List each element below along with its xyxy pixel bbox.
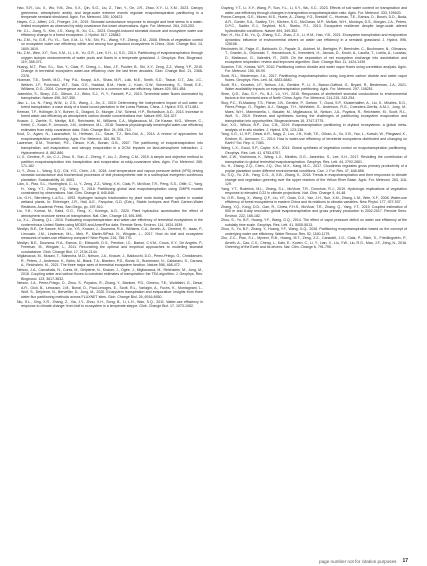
reference-entry: Lu, X.L., Zhuang, Q.L., 2010. Evaluating evapotranspiration and water-use efficiency of terrestrial ecosystems in the conterminous United States using MODIS and AmeriFlux data. Remote Sens. Environ. 114, 1924-1939.	[17, 218, 203, 227]
reference-entry: Knauer, J., Zaehle, S., Medlyn, B.E., Reichstein, M., Williams, C.A., Migliavacca, M., De Kauwe, M.G., Werner, C., Keitel, C., Kolari, P., Limousin, J.M., Linderson, M.L., 2018. Towards physiologically meaningful water-use efficiency estimates from eddy covariance data. Glob. Change Biol. 24, 694-710.	[17, 118, 203, 132]
reference-entry: Medlyn, B.E., Duursma, R.A., Eamus, D., Ellsworth, D.S., Prentice, I.C., Barton, C.V.M., Crous, K.Y., De Angelis, P., Freeman, M., Wingate, L., 2011. Reconciling the optimal and empirical approaches to modelling stomatal conductance. Glob. Change Biol. 17, 2134-2144.	[17, 240, 203, 254]
references-right-column	[221, 6, 407, 250]
reference-entry: Scanlon, T.M., Kustas, W.P., 2010. Partitioning carbon dioxide and water vapor fluxes using correlation analysis. Agric. For. Meteorol. 150, 89-99.	[221, 64, 407, 74]
reference-entry: Scott, R.L., Biederman, J.A., 2017. Partitioning evapotranspiration using long-term carbon dioxide and water vapor fluxes. Geophys. Res. Lett. 44, 6833-6840.	[221, 73, 407, 83]
reference-entry: Yang, Y.T., Roderick, M.L., Zhang, S.L., McVicar, T.R., Donohue, R.J., 2019. Hydrologic implications of vegetation response to elevated CO2 in climate projections. Nat. Clim. Change 9, 44-48.	[221, 186, 407, 196]
reference-entry: Li, Y., Zhou, L., Wang, S.Q., Chi, Y.G., Chen, J.H., 2018. Leaf temperature and vapour pressure deficit (VPD) driving stomatal conductance and biochemical processes of leaf photosynthetic rate in a subtropical evergreen coniferous plantation. Sustainability 10, 4063.	[17, 168, 203, 182]
reference-entry: Jasechko, S., Sharp, Z.D., Gibson, J.J., Birks, S.J., Yi, Y., Fawcett, P.J., 2013. Terrestrial water fluxes dominated by transpiration. Nature 496, 347-350.	[17, 91, 203, 101]
reference-entry: Zhou, S., Yu, B.F., Huang, Y.F., Wang, G.Q., 2014. The effect of vapor pressure deficit on water use efficiency at the subdaily time scale. Geophys. Res. Lett. 41, 5005-5013.	[221, 218, 407, 227]
reference-entry: Keenan, T.F., Hollinger, D.Y., Bohrer, G., Dragoni, D., Munger, J.W., Schmid, H.P., Richardson, A.D., 2013. Increase in forest water-use efficiency as atmospheric carbon dioxide concentrations rise. Nature 499, 324-327.	[17, 109, 203, 119]
reference-entry: Jiao, L., Lu, N., Fang, W.W., Li, Z.S., Wang, J., Jin, Z., 2019. Determining the independent impact of soil water on forest transpiration: a case study of a black locust plantation in the Loess Plateau, China. J. Hydrol. 572, 671-681.	[17, 100, 203, 110]
reference-entry: Liu, Y.H., Kumar, M., Katul, G.G., Feng, X., Konings, A.G., 2020. Plant hydraulics accentuates the effect of atmospheric moisture stress on transpiration. Nat. Clim. Change 10, 691-695.	[17, 209, 203, 218]
reference-entry: Shen, Q.D., Gao, G.Y., Fu, B.J., Lü, Y.H., 2015. Responses of shelterbelt stomatal conductance to environmental factors in the semiarid area of North China. Agric. For. Meteorol. 214-215, 243-254.	[221, 91, 407, 101]
reference-entry: Nelson, J.A., Pérez-Priego, O., Zhou, S., Poyatos, R., Zhang, Y., Blanken, P.D., Gimeno, T.E., Wohlfahrt, G., Desai, A.R., Gioli, B., Limousin, J.M., Bonal, D., Paul-Limoges, E., Scott, R.L., Varlagin, A., Fuchs, K., Montagnani, L., Wolf, S., Delpierre, N., Berveiller, D., Jung, M., 2020. Ecosystem transpiration and evaporation: insights from three water flux partitioning methods across FLUXNET sites. Glob. Change Biol. 26, 6916-6930.	[17, 281, 203, 299]
reference-entry: Medlyn, B.E., De Kauwe, M.G., Lin, Y.S., Knauer, J., Duursma, R.A., Williams, C.A., Arneth, A., Clement, R., Isaac, P., Limousin, J.M., Linderson, M.L., Meir, P., Martin-StPaul, N., Wingate, L., 2017. How do leaf and ecosystem measures of water-use efficiency compare? New Phytol. 216, 758-770.	[17, 227, 203, 241]
reference-entry: Xu, S.Q., Yu, Z.B., Yang, C.G., Ji, X.B., Zhang, K., 2018. Trends in evapotranspiration and their responses to climate change and vegetation greening over the upper reaches of the Yellow River Basin. Agric. For. Meteorol. 263, 118-129.	[221, 173, 407, 187]
reference-entry: Hu, Z.M., Yu, G.R., Fu, Y.L., Sun, X.M., Li, Y.N., Shi, P.L., Wang, Y.F., Zheng, Z.M., 2008. Effects of vegetation control on ecosystem water use efficiency within and among four grassland ecosystems in China. Glob. Change Biol. 14, 1609-1619.	[17, 37, 203, 51]
reference-entry: Hu, Z.M., Wen, X.F., Sun, X.M., Li, L.H., Yu, G.R., Lee, X.H., Li, S.G., 2014. Partitioning of evapotranspiration through oxygen isotopic measurements of water pools and fluxes in a temperate grassland. J. Geophys. Res. Biogeosci. 119, 358-371.	[17, 51, 203, 65]
reference-entry: Lian, X., Piao, S.L., Huntingford, C., Li, Y., Zeng, Z.Z., Wang, X.H., Ciais, P., McVicar, T.R., Peng, S.S., Ottlé, C., Yang, H., Yang, Y.T., Zhang, Y.Q., Wang, T., 2018. Partitioning global land evapotranspiration using CMIP5 models constrained by observations. Nat. Clim. Change 8, 640-646.	[17, 182, 203, 196]
reference-entry: Yu, G.R., Song, X., Wang, Q.F., Liu, Y.F., Guan, D.X., Yan, J.H., Sun, X.M., Zhang, L.M., Wen, X.F., 2008. Water-use efficiency of forest ecosystems in eastern China and its relations to climatic variables. New Phytol. 177, 927-937.	[221, 195, 407, 205]
reference-entry: Xu, H., Zhang, Z.Q., Chen, J.Q., Zhu, M.X., Kang, M.C., 2017. Cloudiness regulates gross primary productivity of a poplar plantation under different environmental conditions. Can. J. For. Res. 47, 648-658.	[221, 164, 407, 173]
footer-note: page number not for citation purposes	[319, 558, 397, 564]
reference-entry: Zhu, Z.C., Piao, S.L., Myneni, R.B., Huang, M.T., Zeng, Z.Z., Canadell, J.G., Ciais, P., Sitch, S., Friedlingstein, P., Arneth, A., Cao, C.X., Cheng, L., Kato, E., Koven, C., Li, Y., Lian, X., Liu, Y.W., Liu, R.G., Mao, J.F., Zeng, N., 2016. Greening of the Earth and its drivers. Nat. Clim. Change 6, 791-795.	[221, 236, 407, 250]
reference-entry: Niu, S.L., Xing, X.R., Zhang, Z., Xia, J.Y., Zhou, X.H., Song, B., Li, L.H., Wan, S.Q., 2011. Water-use efficiency in response to climate change: from leaf to ecosystem in a temperate steppe. Glob. Change Biol. 17, 1073-1082.	[17, 299, 203, 309]
reference-entry: Nelson, J.A., Carvalhais, N., Cuntz, M., Delpierre, N., Knauer, J., Ogée, J., Migliavacca, M., Reichstein, M., Jung, M., 2018. Coupling water and carbon fluxes to constrain estimates of transpiration: the TEA algorithm. J. Geophys. Res. Biogeosci. 123, 3617-3632.	[17, 267, 203, 281]
reference-entry: He, C.L., Jiang, S., Kim, J.S., Xiong, B., Xu, C.L., 2023. Drought-induced stomatal closure and ecosystem water use efficiency change in a forest ecosystem. J. Hydrol. 617, 128842.	[17, 28, 203, 38]
reference-entry: Wang, L.X., Good, S.P., Caylor, K.K., 2014. Global synthesis of vegetation control on evapotranspiration partitioning. Geophys. Res. Lett. 41, 6753-6757.	[221, 145, 407, 155]
reference-entry: Ouyang, Y.T., Li, X.Y., Wang, P., Sun, Y.L., Li, X.Y., Wu, X.C., 2023. Effects of soil water content on transpiration and water-use efficiency through changes in transpiration-evapotranspiration ratio. Agric. For. Meteorol. 333, 109403.	[221, 6, 407, 15]
reference-entry: Zhou, S., Yu, B.F., Zhang, Y., Huang, Y.F., Wang, G.Q., 2016. Partitioning evapotranspiration based on the concept of underlying water use efficiency. Water Resour. Res. 52, 1160-1175.	[221, 227, 407, 236]
reference-entry: Sun, X.G., Wilcox, B.P., Zou, C.B., 2019. Evapotranspiration partitioning in dryland ecosystems: a global meta-analysis of in situ studies. J. Hydrol. 576, 123-136.	[221, 123, 407, 132]
reference-entry: Lin, G.H., Sternberg, L.d.S.L., 1993. Hydrogen isotopic fractionation by plant roots during water uptake in coastal wetland plants. In: Ehleringer, J.R., Hall, A.E., Farquhar, G.D. (Eds.), Stable Isotopes and Plant Carbon-Water Relations. Academic Press, San Diego, pp. 497-510.	[17, 195, 203, 209]
reference-entry: Stoy, P.C., El-Madany, T.S., Fisher, J.B., Gentine, P., Gerken, T., Good, S.P., Klosterhalfen, A., Liu, S., Miralles, D.G., Perez-Priego, O., Rigden, A.J., Skaggs, T.H., Wohlfahrt, G., Anderson, R.G., Coenders-Gerrits, A.M.J., Jung, M., Maes, W.H., Mammarella, I., Mauder, M., Migliavacca, M., Nelson, J.A., Poyatos, R., Reichstein, M., Scott, R.L., Wolf, S., 2019. Reviews and syntheses: turning the challenges of partitioning ecosystem evaporation and transpiration into opportunities. Biogeosciences 16, 3747-3775.	[221, 100, 407, 123]
reference-entry: Hayes, C.J., Alfieri, J.G., Prueger, J.H., 2019. Stomatal conductance response to drought and heat stress in a water-limited ecosystem as observed by eddy covariance flux tower observations. Agric. For. Meteorol. 264, 243-253.	[17, 19, 203, 29]
references-left-column	[17, 6, 203, 309]
reference-entry: Kool, D., Agam, N., Lazarovitch, N., Heitman, J.L., Sauer, T.J., Ben-Gal, A., 2014. A review of approaches for evapotranspiration partitioning. Agric. For. Meteorol. 184, 56-70.	[17, 132, 203, 141]
page-footer	[319, 558, 408, 564]
reference-entry: Li, X., Gentine, P., Lin, C.J., Zhou, S., Sun, Z., Zheng, Y., Liu, J., Zheng, C.M., 2019. A simple and objective method to partition evapotranspiration into transpiration and evaporation at eddy-covariance sites. Agric. For. Meteorol. 265, 171-182.	[17, 155, 203, 169]
reference-entry: Reichstein, M., Falge, E., Baldocchi, D., Papale, D., Aubinet, M., Berbigier, P., Bernhofer, C., Buchmann, N., Gilmanov, T., Granier, A., Grünwald, T., Havránková, K., Ilvesniemi, H., Janous, D., Knohl, A., Laurila, T., Lohila, A., Loustau, D., Matteucci, G., Valentini, R., 2005. On the separation of net ecosystem exchange into assimilation and ecosystem respiration: review and improved algorithm. Glob. Change Biol. 11, 1424-1439.	[221, 46, 407, 65]
reference-entry: Huang, M.T., Piao, S.L., Sun, Y., Ciais, P., Cheng, L., Mao, J.F., Poulter, B., Shi, X.Y., Zeng, Z.Z., Wang, Y.P., 2015. Change in terrestrial ecosystem water-use efficiency over the last three decades. Glob. Change Biol. 21, 2366-2378.	[17, 64, 203, 78]
reference-entry: Ran, H., Hu, Z.M., Yu, Q., Zhang, S.C., Zhao, Z.X., Li, H.M., Hao, Y.B., 2021. Ecosystem transpiration and evaporation dynamics: influence of environmental drivers on water use efficiency in a semiarid grassland. J. Hydrol. 596, 126106.	[221, 33, 407, 47]
reference-entry: Huxman, T.E., Smith, M.D., Fay, P.A., Knapp, A.K., Shaw, M.R., Loik, M.E., Smith, S.D., Tissue, D.T., Zak, J.C., Weltzin, J.F., Pockman, W.T., Sala, O.E., Haddad, B.M., Harte, J., Koch, G.W., Schwinning, S., Small, E.E., Williams, D.G., 2004. Convergence across biomes to a common rain-use efficiency. Nature 429, 651-654.	[17, 78, 203, 92]
reference-entry: Scott, R.L., Knowles, J.F., Nelson, J.A., Gentine, P., Li, X., Barron-Gafford, G., Bryant, R., Biederman, J.A., 2021. Water availability impacts on evapotranspiration partitioning. Agric. For. Meteorol. 297, 108251.	[221, 82, 407, 92]
reference-entry: Zhang, Y.Q., Kong, D.D., Gan, R., Chiew, F.H.S., McVicar, T.R., Zhang, Q., Yang, Y.T., 2019. Coupled estimation of 500 m and 8-day resolution global evapotranspiration and gross primary production in 2002-2017. Remote Sens. Environ. 222, 165-182.	[221, 204, 407, 218]
reference-entry: Migliavacca, M., Musavi, T., Mahecha, M.D., Nelson, J.A., Knauer, J., Baldocchi, D.D., Perez-Priego, O., Christiansen, R., Peters, J., Anderson, K., Bahn, M., Black, T.A., Blanken, P.D., Bonal, D., Buchmann, N., Caldararu, S., Carrara, A., Reichstein, M., 2021. The three major axes of terrestrial ecosystem function. Nature 598, 468-472.	[17, 254, 203, 268]
reference-entry: Hao, S.R., Liu, X., Wu, Y.M., Zhu, X.X., Qin, S.G., Liu, Z., Tian, Y., Ge, J.R., Zhao, X.Y., Li, X.M., 2023. Canopy greenness, atmospheric aridity, and large-scale extreme events regulate evapotranspiration partitioning in a temperate semiarid shrubland. Agric. For. Meteorol. 339, 109423.	[17, 6, 203, 20]
page-number: 17	[402, 558, 408, 564]
reference-entry: Ponce-Campos, G.E., Moran, M.S., Huete, A., Zhang, Y.G., Bresloff, C., Huxman, T.E., Eamus, D., Bosch, D.D., Buda, A.R., Gunter, S.A., Scalley, T.H., Kitchen, S.G., McClaran, M.P., McNab, W.H., Montoya, D.S., Morgan, J.A., Peters, D.P.C., Sadler, E.J., Seyfried, M.S., Starks, P.J., 2013. Ecosystem resilience despite large-scale altered hydroclimatic conditions. Nature 494, 349-352.	[221, 15, 407, 33]
reference-entry: Tang, X.G., Li, H.P., Desai, A.R., Nagy, Z., Luo, J.H., Kolb, T.E., Olioso, A., Xu, X.B., Yao, L., Kutsch, W., Pilegaard, K., Köstner, B., Ammann, C., 2014. How is water-use efficiency of terrestrial ecosystems distributed and changing on Earth? Sci. Rep. 4, 7483.	[221, 132, 407, 146]
reference-entry: Lawrence, D.M., Thornton, P.E., Oleson, K.W., Bonan, G.B., 2007. The partitioning of evapotranspiration into transpiration, soil evaporation, and canopy evaporation in a GCM: impacts on land-atmosphere interaction. J. Hydrometeorol. 8, 862-880.	[17, 141, 203, 155]
reference-entry: Wei, Z.W., Yoshimura, K., Wang, L.X., Miralles, D.G., Jasechko, S., Lee, X.H., 2017. Revisiting the contribution of transpiration to global terrestrial evapotranspiration. Geophys. Res. Lett. 44, 2792-2801.	[221, 155, 407, 164]
